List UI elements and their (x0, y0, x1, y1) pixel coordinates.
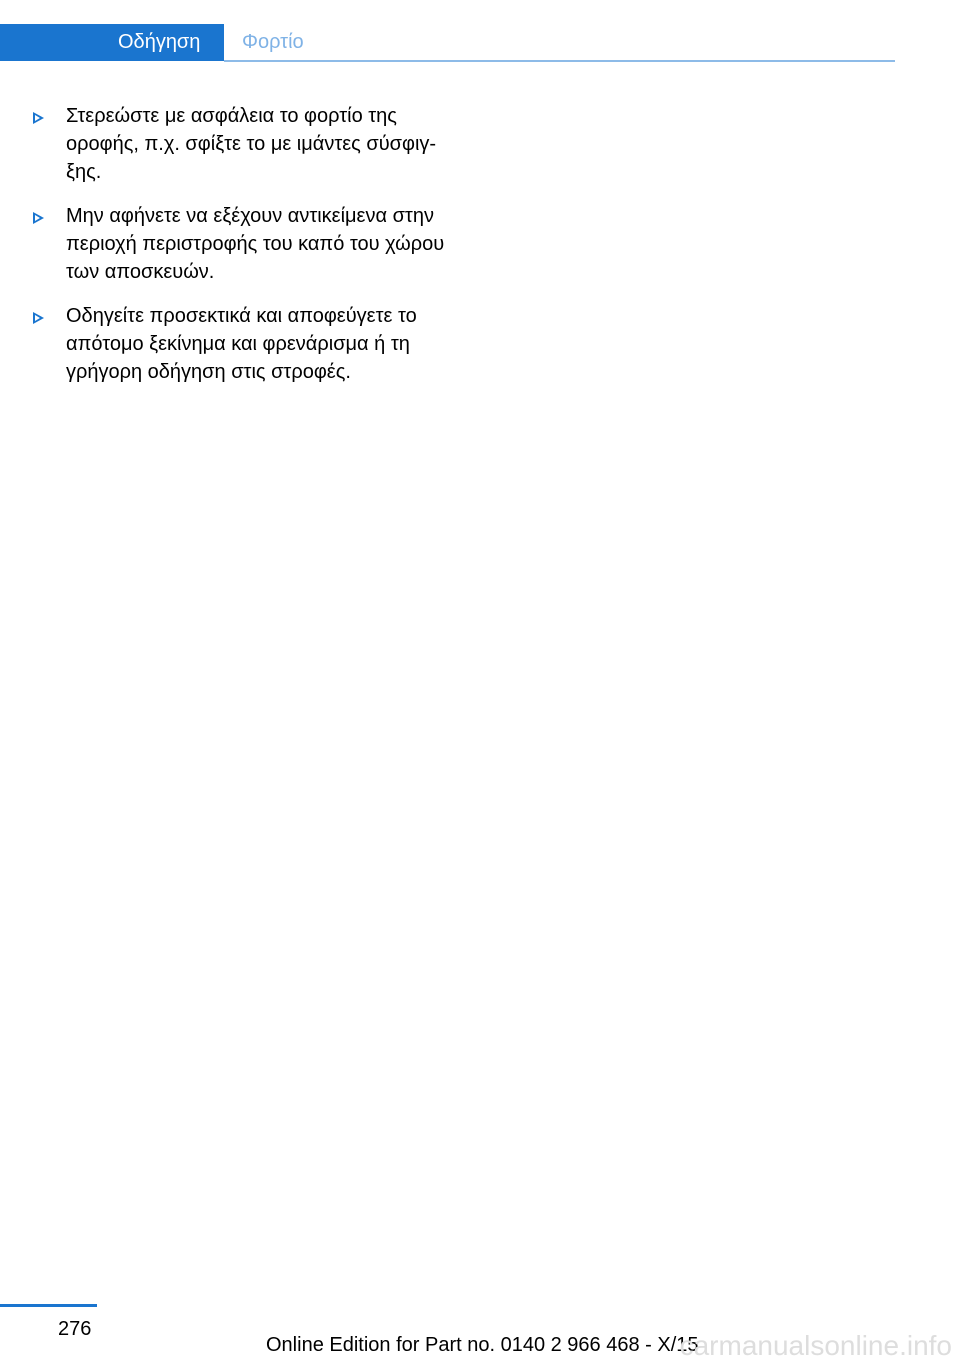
tab-driving[interactable]: Οδήγηση (0, 24, 224, 61)
triangle-bullet-icon (33, 312, 44, 324)
list-item-text: Οδηγείτε προσεκτικά και αποφεύγετε το απότομο ξεκίνημα και φρενάρισμα ή τη γρήγορη οδήγηση στις στροφές. (66, 305, 417, 383)
watermark: carmanualsonline.info (679, 1330, 952, 1361)
bullet-list (33, 102, 453, 402)
triangle-bullet-icon (33, 112, 44, 124)
tab-cargo[interactable]: Φορτίο (242, 31, 304, 53)
list-item-text: Στερεώστε με ασφάλεια το φορτίο της οροφής, π.χ. σφίξτε το με ιμάντες σύσφιγξης. (66, 105, 437, 183)
list-item (33, 302, 453, 386)
list-item (33, 102, 453, 186)
list-item-text: Μην αφήνετε να εξέχουν αντικείμενα στην περιοχή περιστροφής του καπό του χώρου των αποσκευών. (66, 205, 445, 283)
section-tab-bar (0, 0, 895, 62)
triangle-bullet-icon (33, 212, 44, 224)
footer-divider (0, 1304, 97, 1307)
edition-note: Online Edition for Part no. 0140 2 966 468 - X/15 (266, 1334, 699, 1356)
page-number: 276 (58, 1318, 92, 1340)
list-item (33, 202, 453, 286)
tab-divider (224, 60, 895, 62)
